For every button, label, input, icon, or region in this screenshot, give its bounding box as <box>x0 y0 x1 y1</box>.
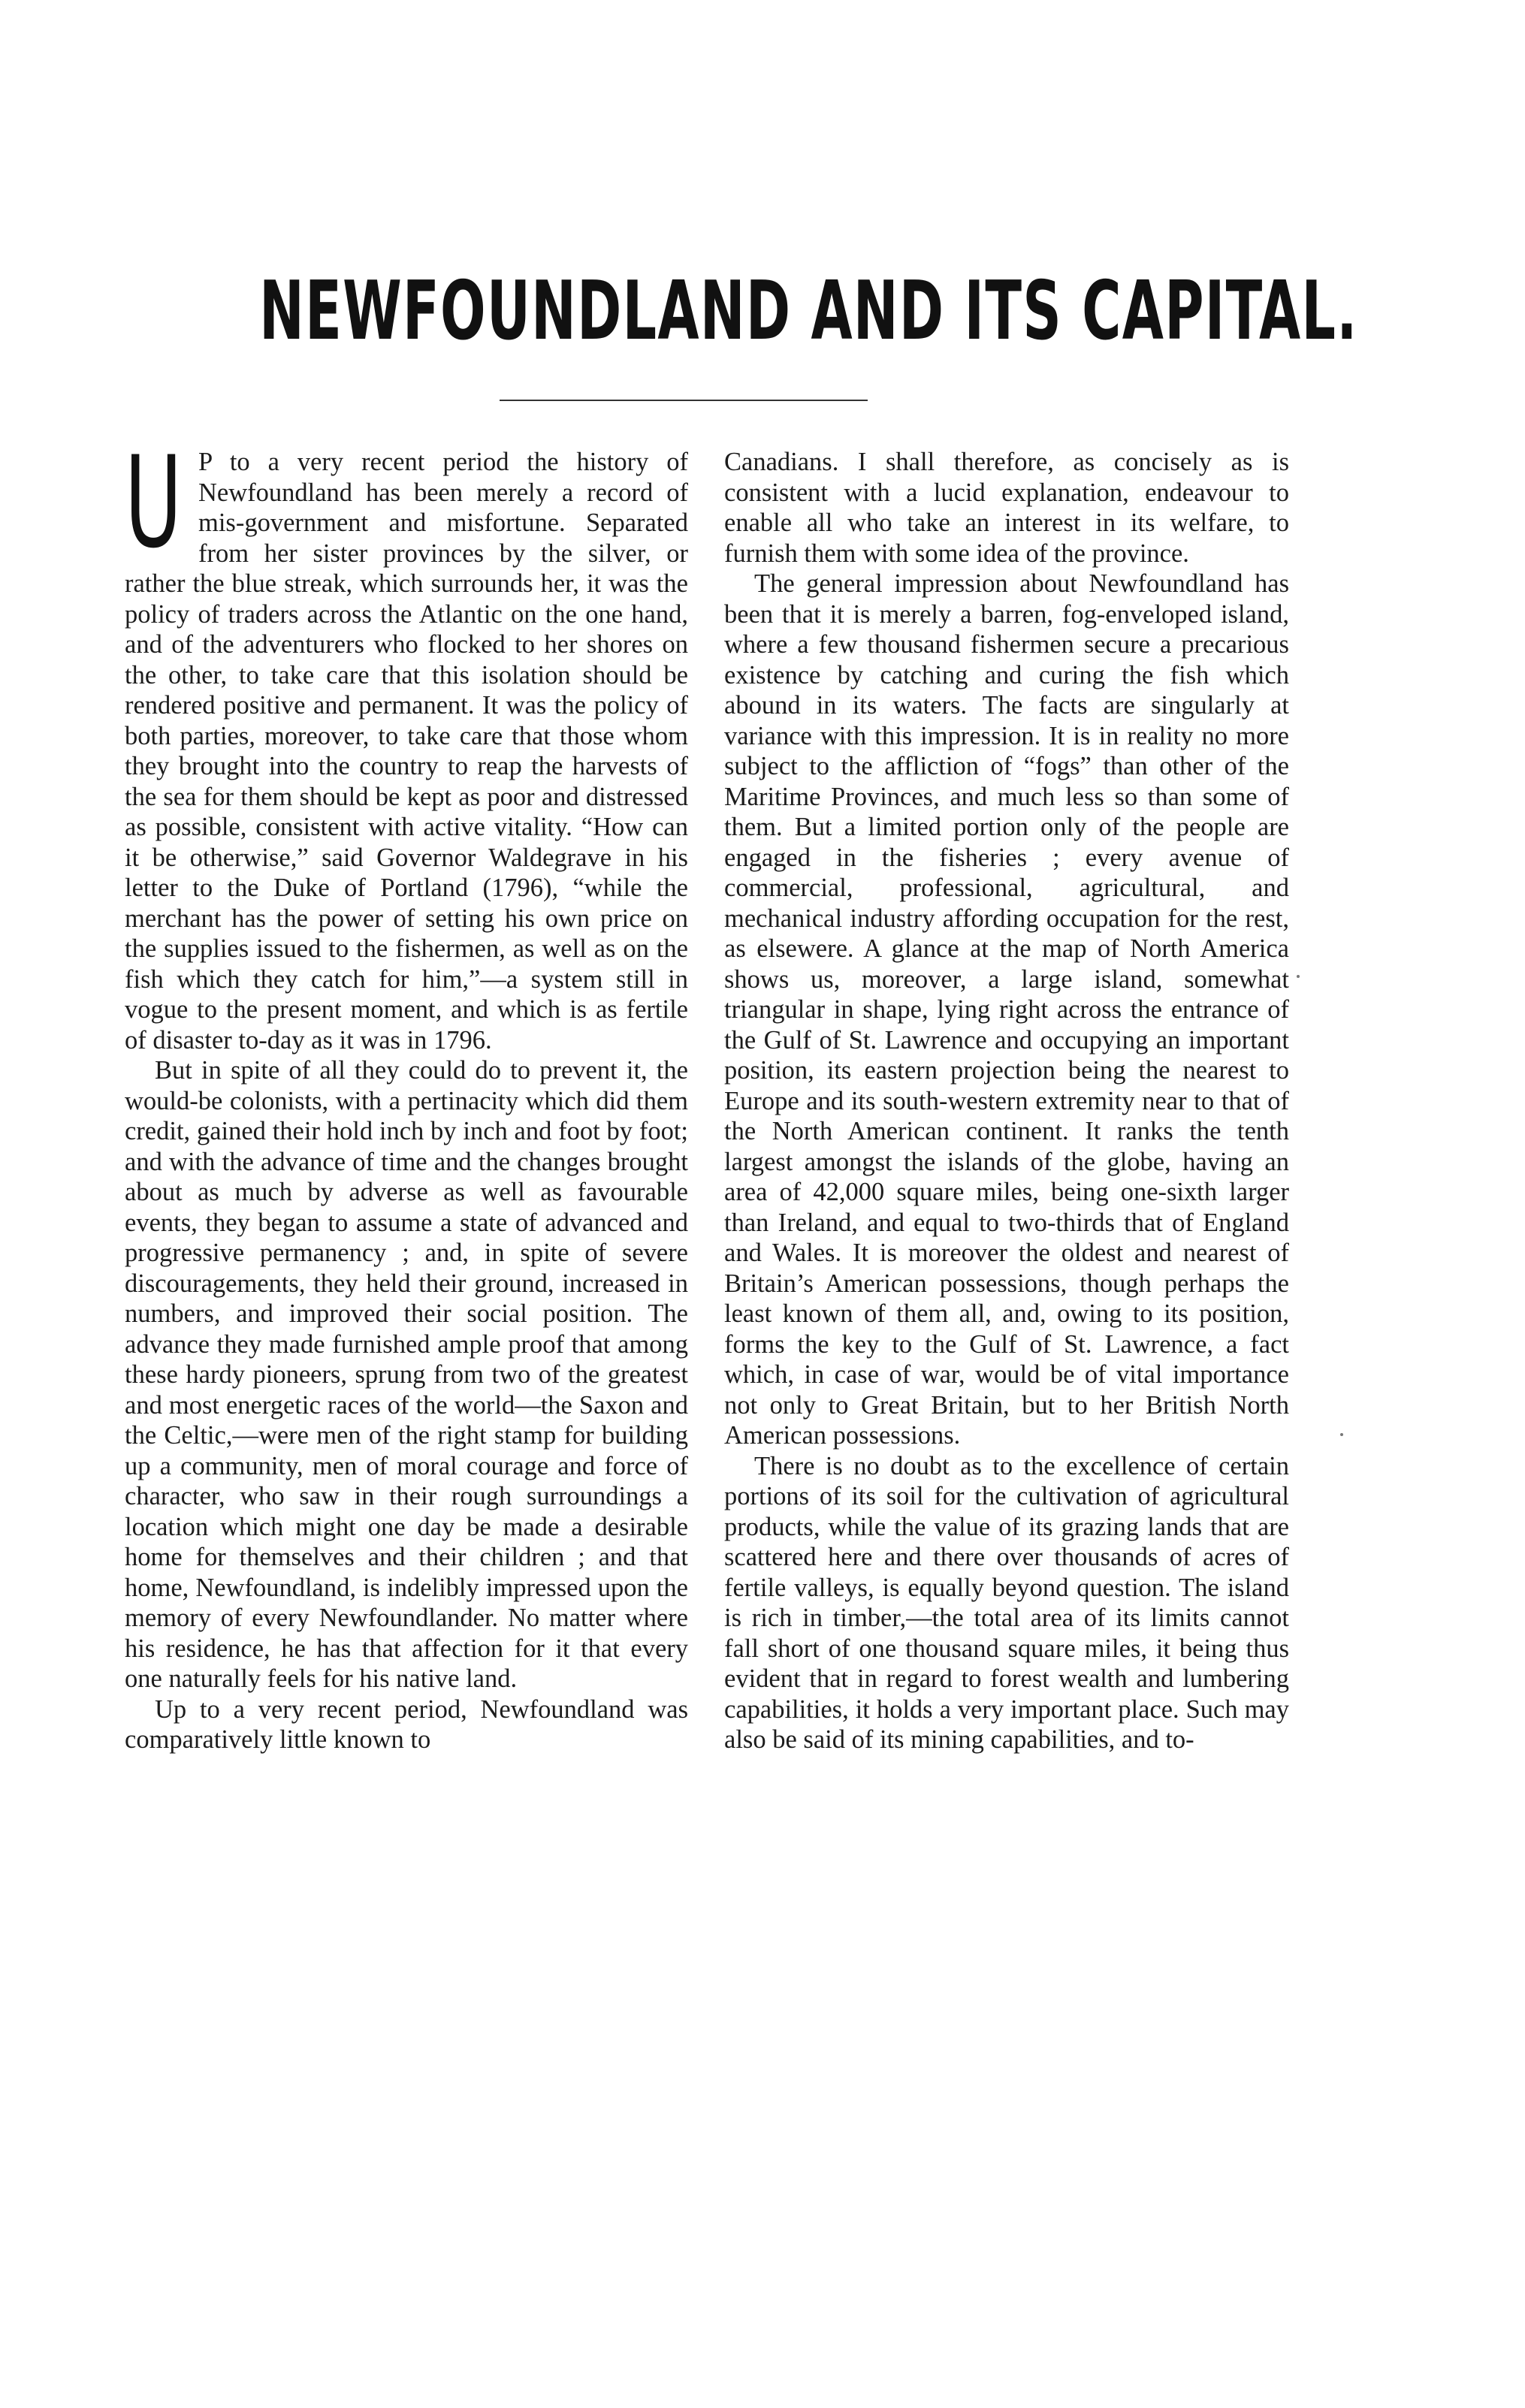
paragraph-1-text: P to a very recent period the history of Newfoundland has been merely a record of mis-government and misfortune. Separated from her sister provinces by the silver, or rather the blue streak, which surrounds her, it was the policy of traders across the Atlantic on the one hand, and of the adventurers who flocked to her shores on the other, to take care that this isolation should be rendered positive and permanent. It was the policy of both parties, moreover, to take care that those whom they brought into the country to reap the harvests of the sea for them should be kept as poor and distressed as possible, consistent with active vitality. “How can it be otherwise,” said Governor Waldegrave in his letter to the Duke of Portland (1796), “while the merchant has the power of setting his own price on the supplies issued to the fishermen, as well as on the fish which they catch for him,”—a system still in vogue to the present moment, and which is as fertile of disaster to-day as it was in 1796. <box>125 448 688 1055</box>
paragraph-1 <box>125 429 688 1055</box>
print-speck <box>1297 975 1300 978</box>
print-speck <box>1340 1433 1343 1436</box>
paragraph-3-continued: Canadians. I shall therefore, as concisely as is consistent with a lucid explanation, endeavour to enable all who take an interest in its welfare, to furnish them with some idea of the province. <box>724 448 1289 568</box>
paragraph-5: There is no doubt as to the excellence of certain portions of its soil for the cultivation of agricultural products, while the value of its grazing lands that are scattered here and there over thousands of acres of fertile valleys, is equally beyond question. The island is rich in timber,—the total area of its limits cannot fall short of one thousand square miles, it being thus evident that in regard to forest wealth and lumbering capabilities, it holds a very important place. Such may also be said of its mining capabilities, and to- <box>724 1451 1289 1754</box>
paragraph-2: But in spite of all they could do to prevent it, the would-be colonists, with a pertinacity which did them credit, gained their hold inch by inch and foot by foot; and with the advance of time and the changes brought about as much by adverse as well as favourable events, they began to assume a state of advanced and progressive permanency ; and, in spite of severe discouragements, they held their ground, increased in numbers, and improved their social position. The advance they made furnished ample proof that among these hardy pioneers, sprung from two of the greatest and most energetic races of the world—the Saxon and the Celtic,—were men of the right stamp for building up a community, men of moral courage and force of character, who saw in their rough surroundings a location which might one day be made a desirable home for themselves and their children ; and that home, Newfoundland, is indelibly impressed upon the memory of every Newfoundlander. No matter where his residence, he has that affection for it that every one naturally feels for his native land. <box>125 1056 688 1693</box>
left-column <box>125 429 688 1755</box>
title-divider <box>500 400 868 401</box>
right-column <box>724 447 1289 1755</box>
article-title: NEWFOUNDLAND AND ITS CAPITAL. <box>259 264 1358 358</box>
paragraph-4: The general impression about Newfoundland has been that it is merely a barren, fog-enveloped island, where a few thousand fishermen secure a precarious existence by catching and curing the fish which abound in its waters. The facts are singularly at variance with this impression. It is in reality no more subject to the affliction of “fogs” than other of the Maritime Provinces, and much less so than some of them. But a limited portion only of the people are engaged in the fisheries ; every avenue of commercial, professional, agricultural, and mechanical industry affording occupation for the rest, as elsewere. A glance at the map of North America shows us, moreover, a large island, somewhat triangular in shape, lying right across the entrance of the Gulf of St. Lawrence and occupying an important position, its eastern projection being the nearest to Europe and its south-western extremity near to that of the North American continent. It ranks the tenth largest amongst the islands of the globe, having an area of 42,000 square miles, being one-sixth larger than Ireland, and equal to two-thirds that of England and Wales. It is moreover the oldest and nearest of Britain’s American possessions, though perhaps the least known of them all, and, owing to its position, forms the key to the Gulf of St. Lawrence, a fact which, in case of war, would be of vital importance not only to Great Britain, but to her British North American possessions. <box>724 569 1289 1450</box>
paragraph-3: Up to a very recent period, Newfoundland was comparatively little known to <box>125 1694 688 1754</box>
drop-cap: U <box>125 429 183 576</box>
